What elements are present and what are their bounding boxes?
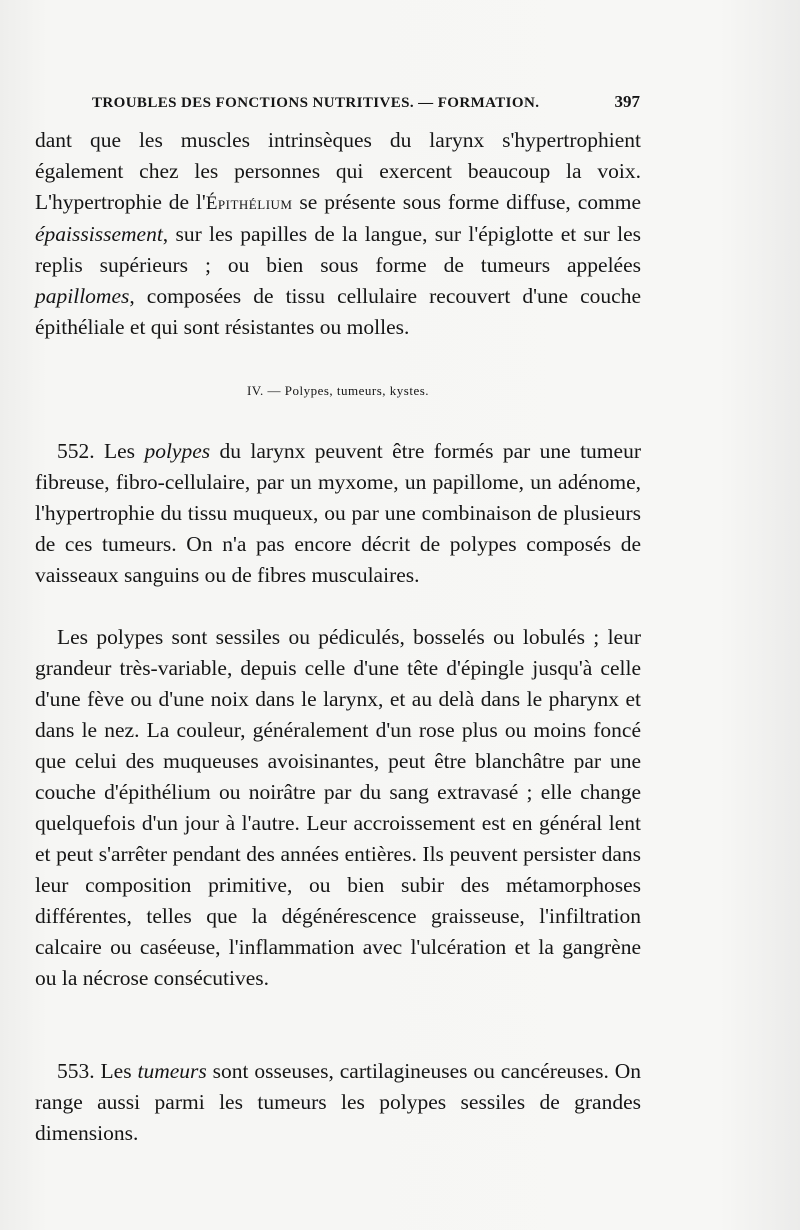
- paragraph-continued: [35, 125, 641, 343]
- paragraph-text: Les polypes sont sessiles ou pédiculés, bosselés ou lobulés ; leur grandeur très-variable, depuis celle d'une tête d'épingle jusqu'à celle d'une fève ou d'une noix dans le larynx, et au delà dans le pharynx et dans le nez. La couleur, généralement d'un rose plus ou moins foncé que celui des muqueuses avoisinantes, peut être blanchâtre par une couche d'épithélium ou noirâtre par du sang extravasé ; elle change quelquefois d'un jour à l'autre. Leur accroissement est en général lent et peut s'arrêter pendant des années entières. Ils peuvent persister dans leur composition primitive, ou bien subir des métamorphoses différentes, telles que la dégénérescence graisseuse, l'infiltration calcaire ou caséeuse, l'inflammation avec l'ulcération et la gangrène ou la nécrose consécutives.: [35, 625, 641, 990]
- paragraph-text: sont osseuses, cartilagineuses ou cancéreuses. On range aussi parmi les tumeurs les polypes sessiles de grandes dimensions.: [35, 1059, 642, 1145]
- paragraph-number: 552.: [57, 439, 95, 463]
- italic-term: polypes: [144, 439, 211, 463]
- running-header: [92, 92, 640, 112]
- paragraph-552: [35, 436, 641, 591]
- paragraph-text: dant que les muscles intrinsèques du larynx s'hypertrophient également chez les personnes qui exercent beaucoup la voix. L'hypertrophie de l': [35, 128, 641, 214]
- section-heading-text: IV. — Polypes, tumeurs, kystes.: [246, 383, 430, 398]
- paragraph-text: , sur les papilles de la langue, sur l'épiglotte et sur les replis supérieurs ; ou bien sous forme de tumeurs appelées: [35, 222, 641, 277]
- italic-term: tumeurs: [137, 1059, 207, 1083]
- page-number: 397: [614, 92, 640, 111]
- paragraph-text: du larynx peuvent être formés par une tumeur fibreuse, fibro-cellulaire, par un myxome, un papillome, un adénome, l'hypertrophie du tissu muqueux, ou par une combinaison de plusieurs de ces tumeurs. On n'a pas encore décrit de polypes composés de vaisseaux sanguins ou de fibres musculaires.: [35, 439, 641, 587]
- paragraph-number: 553.: [57, 1059, 95, 1083]
- italic-term: papillomes: [35, 284, 130, 308]
- paragraph-text: Les: [94, 439, 145, 463]
- running-title: TROUBLES DES FONCTIONS NUTRITIVES. — FORMATION.: [92, 95, 540, 111]
- paragraph-text: , composées de tissu cellulaire recouvert d'une couche épithéliale et qui sont résistantes ou molles.: [35, 284, 641, 339]
- paragraph-text: se présente sous forme diffuse, comme: [292, 190, 641, 214]
- section-heading: [35, 383, 641, 399]
- small-caps-term: Épithélium: [205, 193, 293, 214]
- paragraph-552-continued: [35, 622, 641, 994]
- italic-term: épaississement: [35, 222, 163, 246]
- paragraph-553: [35, 1056, 641, 1149]
- paragraph-text: Les: [94, 1059, 138, 1083]
